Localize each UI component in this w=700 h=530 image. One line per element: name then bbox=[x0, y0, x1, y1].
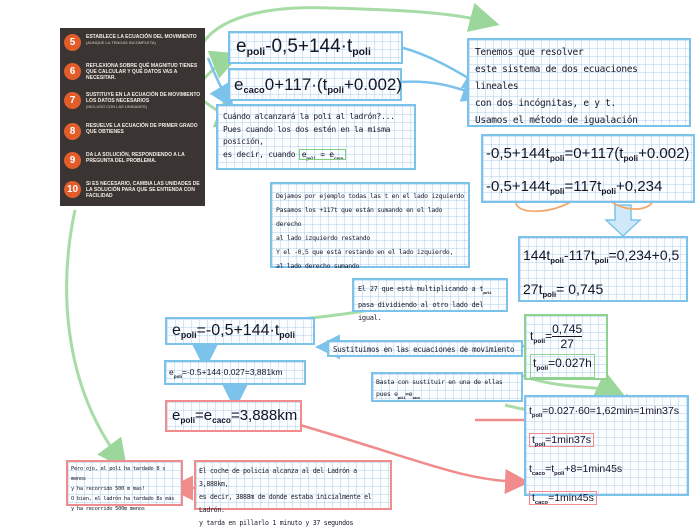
check-line: Pero ojo, el poli ha tardado 8 s menos bbox=[71, 466, 166, 482]
equalization-box bbox=[481, 134, 695, 203]
collect-row: $144t_{poli}-117t_{poli}=0,234+0,5$ bbox=[523, 247, 680, 265]
final-position-box: $e_{poli}=e_{caco}=3,888km$ bbox=[165, 400, 302, 432]
explanation-box bbox=[270, 182, 470, 268]
system-line: este sistema de dos ecuaciones lineales bbox=[475, 64, 638, 92]
fat-down-arrow bbox=[606, 205, 640, 236]
step-text bbox=[86, 123, 204, 135]
step-main-text: DA LA SOLUCIÓN, RESPONDIENDO A LA PREGUNTA DEL PROBLEMA. bbox=[86, 152, 185, 164]
equation-caco-box: $e_{caco}0+117\cdot(t_{poli}+0.002)$ bbox=[228, 68, 402, 101]
explanation-line: al lado derecho sumando bbox=[276, 262, 360, 270]
step-main-text: SUSTITUYE EN LA ECUACIÓN DE MOVIMIENTO LOS DATOS NECESARIOS bbox=[86, 92, 201, 104]
explanation-line: Pasamos los +117t que están sumando en el lado derecho bbox=[276, 206, 443, 228]
enough-note-box bbox=[371, 372, 523, 402]
equalization-row: $-0,5+144t_{poli}=117t_{poli}+0,234$ bbox=[486, 178, 663, 196]
times-box bbox=[524, 395, 689, 506]
question-line: es decir, cuando $e_{poli} = e_{caco}$ bbox=[223, 149, 344, 162]
e-poli-equation-box: $e_{poli}=-0,5+144\cdot t_{poli}$ bbox=[165, 317, 315, 345]
conclusion-line: es decir, 3888m de donde estaba inicialmente el Ladrón. bbox=[199, 493, 372, 514]
step-number-badge: 5 bbox=[64, 34, 81, 51]
step-main-text: RESUELVE LA ECUACIÓN DE PRIMER GRADO QUE OBTIENES bbox=[86, 123, 198, 135]
time-poli-highlight: $t_{poli}=1\min 37s$ bbox=[529, 433, 594, 447]
step-number-badge: 6 bbox=[64, 63, 81, 80]
time-row: $t_{poli}=0.027\cdot 60=1,62\min=1\min 37s$ bbox=[529, 405, 680, 419]
collect-row: $27t_{poli}= 0,745$ bbox=[523, 281, 604, 299]
condition-highlight: $e_{poli} = e_{caco}$ bbox=[301, 149, 344, 162]
step-text bbox=[86, 152, 204, 164]
steps-panel bbox=[60, 28, 205, 206]
equation-poli-box: $e_{poli}-0,5+144\cdot t_{poli}$ bbox=[228, 31, 403, 64]
conclusion-box bbox=[194, 460, 392, 527]
question-line: Cuándo alcanzará la poli al ladrón?... bbox=[223, 112, 395, 121]
step-number-badge: 10 bbox=[64, 181, 81, 198]
explanation-line: Dejamos por ejemplo todas las t en el lado izquierdo bbox=[276, 192, 464, 200]
system-box bbox=[467, 38, 691, 127]
check-line: y ha recorrido 500 m mas! bbox=[71, 486, 145, 492]
step-main-text: REFLEXIONA SOBRE QUÉ MAGNITUD TIENES QUE CALCULAR Y QUÉ DATOS VAS A NECESITAR. bbox=[86, 63, 198, 81]
step-subtext: (AUNQUE LA TENGAS INCOMPLETA) bbox=[86, 40, 156, 45]
check-note-box bbox=[66, 460, 183, 512]
step-text bbox=[86, 34, 204, 45]
step-item bbox=[64, 121, 202, 145]
explanation-line: al lado izquierdo restando bbox=[276, 234, 370, 242]
time-row: $t_{caco}=t_{poli}+8=1\min 45s$ bbox=[529, 463, 623, 477]
step-text bbox=[86, 63, 204, 81]
system-line: con dos incógnitas, e y t. bbox=[475, 98, 616, 109]
system-line: Usamos el método de igualación bbox=[475, 115, 638, 126]
step-main-text: ESTABLECE LA ECUACIÓN DEL MOVIMIENTO bbox=[86, 34, 197, 40]
substitute-note-box: Sustituimos en las ecuaciones de movimiento bbox=[327, 340, 523, 357]
system-line: Tenemos que resolver bbox=[475, 47, 584, 58]
divide-line: El 27 que está multiplicando a $t_{poli}$ bbox=[358, 285, 492, 295]
conclusion-line: y tarda en pillarlo 1 minuto y 37 segundos bbox=[199, 519, 354, 527]
step-item bbox=[64, 179, 202, 203]
conclusion-line: El coche de policía alcanza al del Ladrón a 3,888km, bbox=[199, 467, 357, 488]
explanation-line: Y el -0,5 que está restando en el lado izquierdo, bbox=[276, 248, 454, 256]
step-item bbox=[64, 61, 202, 85]
time-caco-highlight: $t_{caco}=1\min 45s$ bbox=[529, 491, 597, 505]
enough-line: pues $e_{poli}=e_{caco}$ bbox=[376, 390, 420, 400]
step-main-text: SI ES NECESARIO, CAMBIA LAS UNIDADES DE LA SOLUCIÓN PARA QUE SE ENTIENDA CON FACILIDAD bbox=[86, 181, 200, 199]
step-item bbox=[64, 150, 202, 174]
check-line: O bien, el ladrón ha tardado 8s más bbox=[71, 496, 175, 502]
t-poli-box bbox=[524, 314, 608, 380]
step-number-badge: 8 bbox=[64, 123, 81, 140]
e-poli-calculation-box: $e_{poli}=-0.5+144\cdot 0.027=3,881km$ bbox=[164, 360, 306, 385]
divide-note-box bbox=[352, 278, 508, 322]
t-poli-fraction-row: $t_{poli}=$ $\frac{0,745}{27}$ bbox=[530, 322, 583, 352]
check-line: y ha recorrido 500m menos bbox=[71, 506, 145, 512]
step-text bbox=[86, 181, 204, 199]
question-line: Pues cuando los dos estén en la misma posición, bbox=[223, 124, 391, 146]
time-row bbox=[529, 486, 684, 515]
step-subtext: (INCLUSO CON LAS UNIDADES) bbox=[86, 104, 147, 109]
time-row bbox=[529, 428, 684, 457]
collect-terms-box bbox=[518, 236, 688, 302]
step-number-badge: 7 bbox=[64, 92, 81, 109]
question-box bbox=[216, 104, 416, 170]
equalization-row: $-0,5+144t_{poli}=0+117(t_{poli}+0.002)$ bbox=[486, 145, 690, 163]
t-poli-result: $t_{poli}=0.027h$ bbox=[530, 354, 595, 378]
step-text bbox=[86, 92, 204, 109]
step-number-badge: 9 bbox=[64, 152, 81, 169]
enough-line: Basta con sustituir en una de ellas bbox=[376, 378, 503, 386]
divide-line: pasa dividiendo al otro lado del igual. bbox=[358, 301, 484, 322]
fraction: $\frac{0,745}{27}$ bbox=[552, 322, 583, 352]
step-item bbox=[64, 32, 202, 56]
step-item bbox=[64, 90, 202, 114]
